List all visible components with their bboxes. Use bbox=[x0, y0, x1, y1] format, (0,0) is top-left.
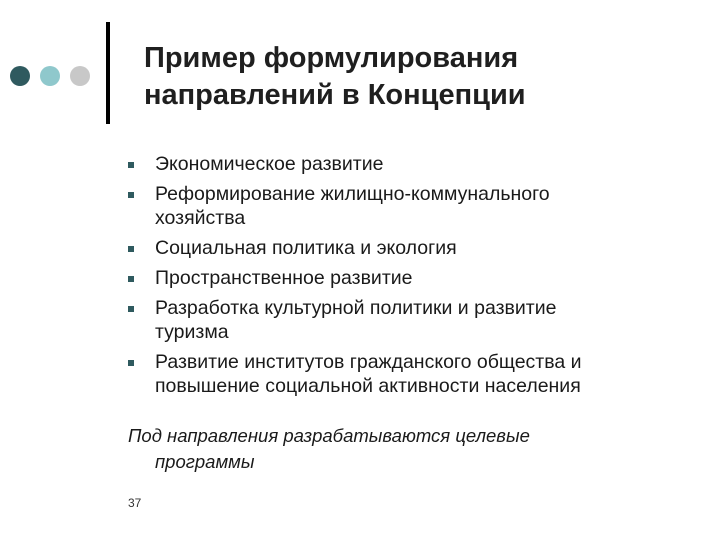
direction-item bbox=[128, 152, 688, 176]
square-bullet-icon bbox=[128, 192, 134, 198]
direction-item-line-1: Пространственное развитие bbox=[155, 267, 413, 289]
subdirections-note-line-1: Под направления разрабатываются целевые bbox=[128, 425, 530, 446]
square-bullet-icon bbox=[128, 360, 134, 366]
direction-item-line-1: Разработка культурной политики и развитие bbox=[155, 297, 557, 319]
direction-item-line-2: туризма bbox=[155, 321, 229, 343]
direction-item bbox=[128, 296, 688, 344]
direction-item bbox=[128, 266, 688, 290]
direction-item-line-1: Социальная политика и экология bbox=[155, 237, 457, 259]
square-bullet-icon bbox=[128, 162, 134, 168]
direction-item-line-1: Развитие институтов гражданского общества и bbox=[155, 351, 582, 373]
direction-item bbox=[128, 182, 688, 230]
decorative-dot-light bbox=[40, 66, 60, 86]
slide-page-number: 37 bbox=[128, 496, 142, 510]
direction-item bbox=[128, 236, 688, 260]
direction-item-line-2: хозяйства bbox=[155, 207, 246, 229]
square-bullet-icon bbox=[128, 246, 134, 252]
directions-list bbox=[128, 152, 688, 404]
direction-item bbox=[128, 350, 688, 398]
slide-title-line-2: направлений в Концепции bbox=[144, 79, 526, 111]
decorative-dot-gray bbox=[70, 66, 90, 86]
slide-title-line-1: Пример формулирования bbox=[144, 42, 519, 74]
square-bullet-icon bbox=[128, 306, 134, 312]
slide-title bbox=[144, 40, 704, 114]
square-bullet-icon bbox=[128, 276, 134, 282]
subdirections-note bbox=[128, 423, 598, 475]
decorative-dot-dark bbox=[10, 66, 30, 86]
direction-item-line-1: Экономическое развитие bbox=[155, 153, 384, 175]
direction-item-line-1: Реформирование жилищно-коммунального bbox=[155, 183, 550, 205]
direction-item-line-2: повышение социальной активности населения bbox=[155, 375, 581, 397]
title-divider-line bbox=[106, 22, 110, 124]
subdirections-note-line-2: программы bbox=[155, 451, 255, 472]
